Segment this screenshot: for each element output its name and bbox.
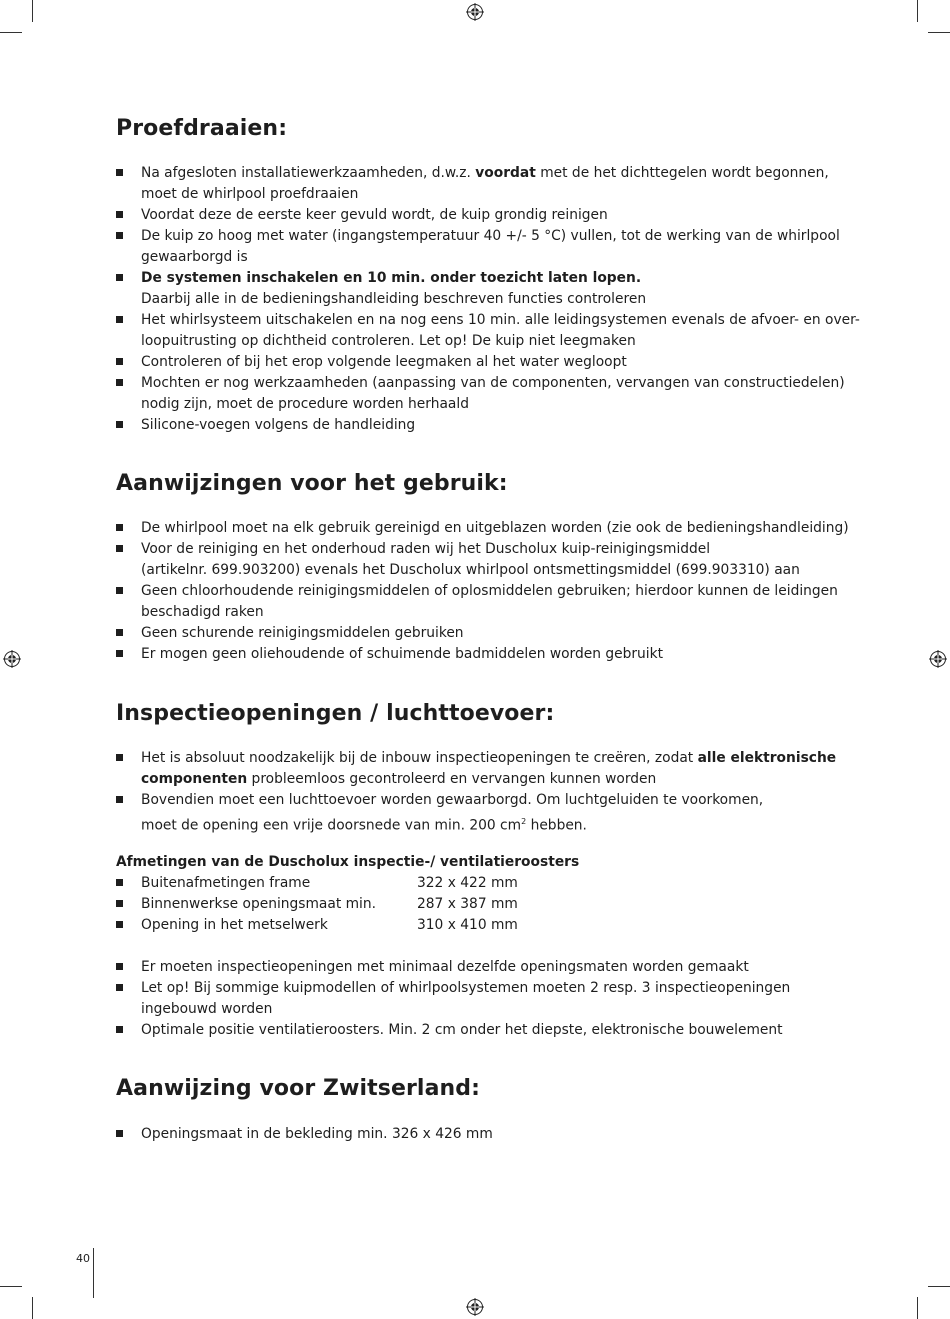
list-item: Let op! Bij sommige kuipmodellen of whirlpoolsystemen moeten 2 resp. 3 inspectieopeningen ingebouwd worden xyxy=(116,978,886,1020)
dimension-row: Buitenafmetingen frame 322 x 422 mm xyxy=(116,873,518,894)
dimensions-heading: Afmetingen van de Duscholux inspectie-/ ventilatieroosters xyxy=(116,854,580,870)
list-item: Bovendien moet een luchttoevoer worden gewaarborgd. Om luchtgeluiden te voorkomen, moet de opening een vrije doorsnede van min. 200 $cm^2$ hebben. xyxy=(116,790,886,837)
inspectie-list-2 xyxy=(116,957,886,1041)
dimension-row: Binnenwerkse openingsmaat min. 287 x 387 mm xyxy=(116,894,518,915)
list-item: De systemen inschakelen en 10 min. onder toezicht laten lopen. Daarbij alle in de bedieningshandleiding beschreven functies controleren xyxy=(116,268,886,310)
registration-mark-icon xyxy=(3,650,21,668)
section-title-proefdraaien: Proefdraaien: xyxy=(116,116,288,141)
list-item: De whirlpool moet na elk gebruik gereinigd en uitgeblazen worden (zie ook de bedieningshandleiding) xyxy=(116,518,886,539)
list-item: Optimale positie ventilatieroosters. Min. 2 cm onder het diepste, elektronische bouwelement xyxy=(116,1020,886,1041)
crop-mark xyxy=(917,0,918,22)
crop-mark xyxy=(0,1286,22,1287)
crop-mark xyxy=(917,1297,918,1319)
list-item: Na afgesloten installatiewerkzaamheden, d.w.z. voordat met de het dichttegelen wordt begonnen, moet de whirlpool proefdraaien xyxy=(116,163,886,205)
gebruik-list xyxy=(116,518,886,665)
registration-mark-icon xyxy=(929,650,947,668)
crop-mark xyxy=(32,1297,33,1319)
list-item: Er mogen geen oliehoudende of schuimende badmiddelen worden gebruikt xyxy=(116,644,886,665)
crop-mark xyxy=(928,32,950,33)
list-item: De kuip zo hoog met water (ingangstemperatuur 40 +/- 5 °C) vullen, tot de werking van de whirlpool gewaarborgd is xyxy=(116,226,886,268)
section-title-gebruik: Aanwijzingen voor het gebruik: xyxy=(116,471,508,496)
list-item: Het whirlsysteem uitschakelen en na nog eens 10 min. alle leidingsystemen evenals de afvoer- en over- loopuitrusting op dichtheid controleren. Let op! De kuip niet leegmaken xyxy=(116,310,886,352)
list-item: Controleren of bij het erop volgende leegmaken al het water wegloopt xyxy=(116,352,886,373)
list-item: Openingsmaat in de bekleding min. 326 x 426 mm xyxy=(116,1124,886,1145)
proefdraaien-list xyxy=(116,163,886,436)
crop-mark xyxy=(32,0,33,22)
page-number-divider xyxy=(93,1248,94,1298)
list-item: Geen schurende reinigingsmiddelen gebruiken xyxy=(116,623,886,644)
section-title-inspectie: Inspectieopeningen / luchttoevoer: xyxy=(116,701,555,726)
dimension-row: Opening in het metselwerk 310 x 410 mm xyxy=(116,915,518,936)
list-item: Voordat deze de eerste keer gevuld wordt, de kuip grondig reinigen xyxy=(116,205,886,226)
dimensions-list xyxy=(116,873,518,936)
inspectie-list xyxy=(116,748,886,837)
registration-mark-icon xyxy=(466,3,484,21)
list-item: Het is absoluut noodzakelijk bij de inbouw inspectieopeningen te creëren, zodat alle elektronische componenten probleemloos gecontroleerd en vervangen kunnen worden xyxy=(116,748,886,790)
page-number: 40 xyxy=(76,1252,90,1265)
list-item: Voor de reiniging en het onderhoud raden wij het Duscholux kuip-reinigingsmiddel (artikelnr. 699.903200) evenals het Duscholux whirlpool ontsmettingsmiddel (699.903310) aan xyxy=(116,539,886,581)
list-item: Silicone-voegen volgens de handleiding xyxy=(116,415,886,436)
list-item: Geen chloorhoudende reinigingsmiddelen of oplosmiddelen gebruiken; hierdoor kunnen de leidingen beschadigd raken xyxy=(116,581,886,623)
section-title-zwitserland: Aanwijzing voor Zwitserland: xyxy=(116,1076,481,1101)
list-item: Mochten er nog werkzaamheden (aanpassing van de componenten, vervangen van constructiedelen) nodig zijn, moet de procedure worden herhaald xyxy=(116,373,886,415)
list-item: Er moeten inspectieopeningen met minimaal dezelfde openingsmaten worden gemaakt xyxy=(116,957,886,978)
registration-mark-icon xyxy=(466,1298,484,1316)
crop-mark xyxy=(0,32,22,33)
crop-mark xyxy=(928,1286,950,1287)
zwitserland-list xyxy=(116,1124,886,1145)
